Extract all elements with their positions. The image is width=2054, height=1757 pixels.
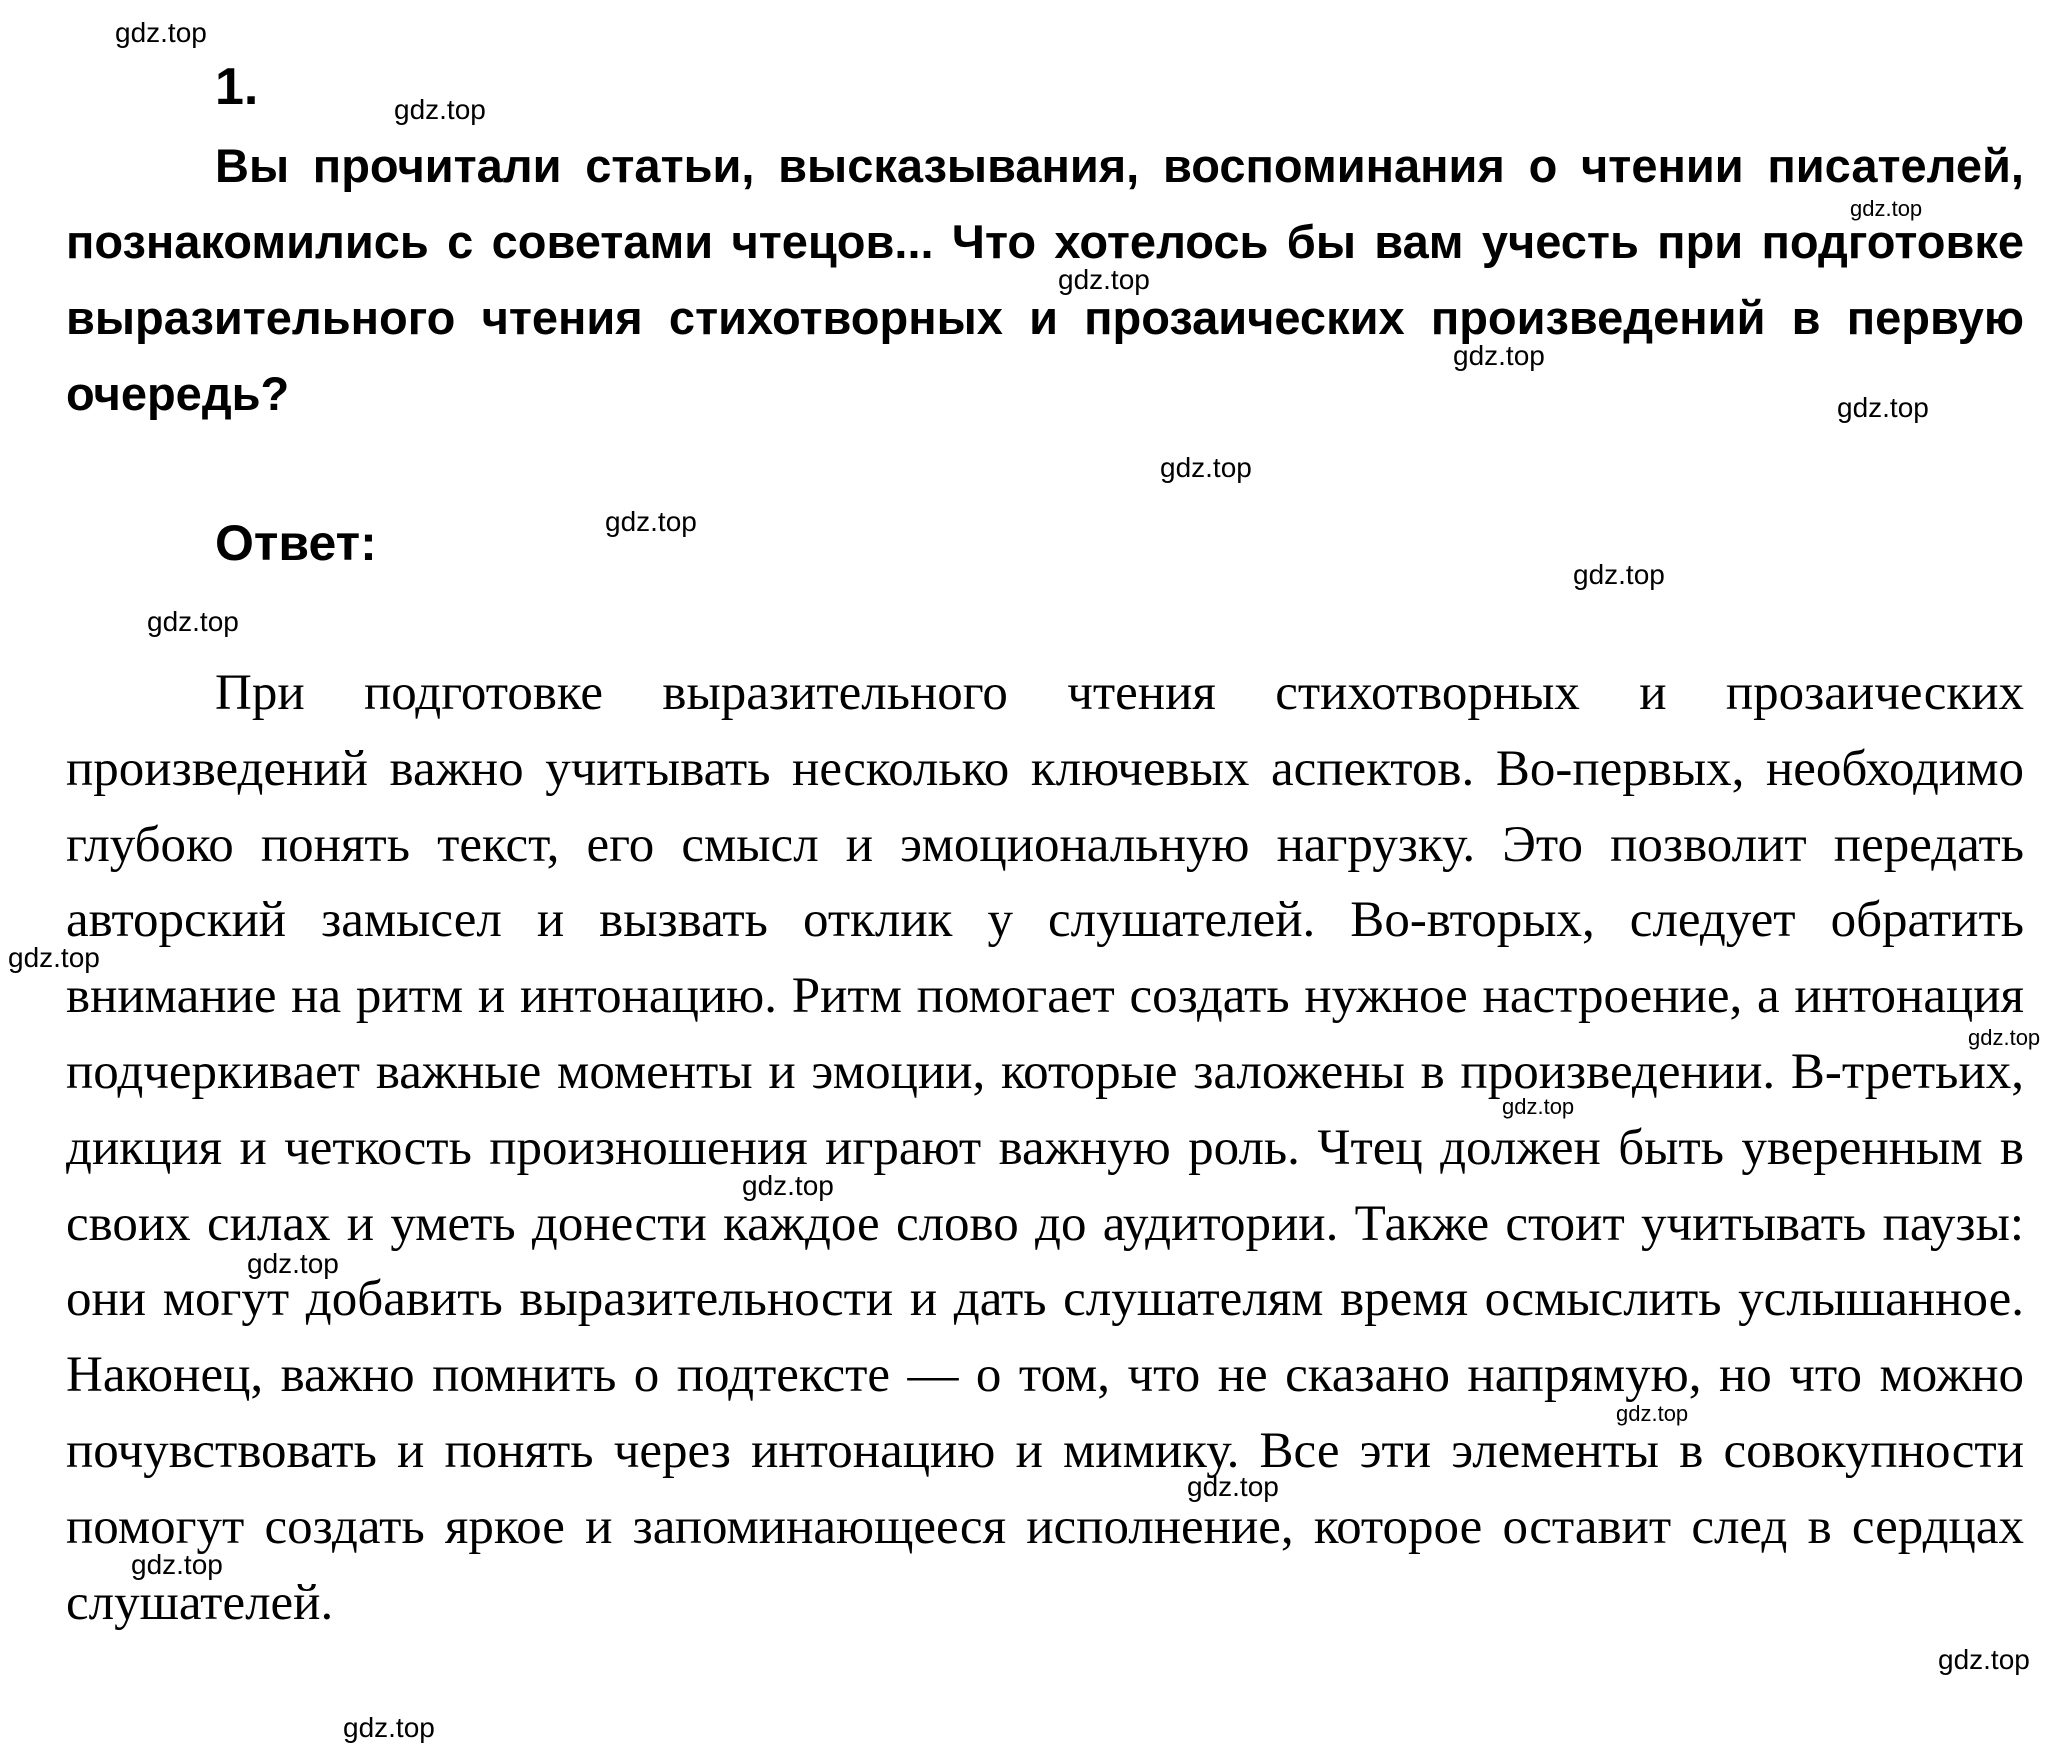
task-number: 1. <box>215 58 259 116</box>
answer-text: При подготовке выразительного чтения стихотворных и прозаических произведений важно учитывать несколько ключевых аспектов. Во-первых, необходимо глубоко понять текст, его смысл и эмоциональную нагрузку. Это позволит передать авторский замысел и вызвать отклик у слушателей. Во-вторых, следует обратить внимание на ритм и интонацию. Ритм помогает создать нужное настроение, а интонация подчеркивает важные моменты и эмоции, которые заложены в произведении. В-третьих, дикция и четкость произношения играют важную роль. Чтец должен быть уверенным в своих силах и уметь донести каждое слово до аудитории. Также стоит учитывать паузы: они могут добавить выразительности и дать слушателям время осмыслить услышанное. Наконец, важно помнить о подтексте — о том, что не сказано напрямую, но что можно почувствовать и понять через интонацию и мимику. Все эти элементы в совокупности помогут создать яркое и запоминающееся исполнение, которое оставит след в сердцах слушателей. <box>66 665 2024 1631</box>
task-question: Вы прочитали статьи, высказывания, воспоминания о чтении писателей, познакомились с советами чтецов... Что хотелось бы вам учесть при подготовке выразительного чтения стихотворных и прозаических произведений в первую очередь? <box>66 139 2024 420</box>
watermark: gdz.top <box>1573 559 1665 590</box>
watermark: gdz.top <box>1453 340 1545 371</box>
watermark: gdz.top <box>147 606 239 637</box>
watermark: gdz.top <box>1187 1471 1279 1502</box>
watermark: gdz.top <box>742 1170 834 1201</box>
answer-label: Ответ: <box>215 515 377 571</box>
watermark: gdz.top <box>1616 1401 1689 1426</box>
watermark: gdz.top <box>8 942 100 973</box>
watermark: gdz.top <box>1837 392 1929 423</box>
watermark: gdz.top <box>1968 1025 2041 1050</box>
watermark: gdz.top <box>115 17 207 48</box>
watermark: gdz.top <box>1160 452 1252 483</box>
watermark: gdz.top <box>1502 1094 1575 1119</box>
watermark: gdz.top <box>605 506 697 537</box>
watermark: gdz.top <box>343 1712 435 1743</box>
watermark: gdz.top <box>1938 1644 2030 1675</box>
watermark: gdz.top <box>1058 264 1150 295</box>
watermark: gdz.top <box>131 1549 223 1580</box>
watermark: gdz.top <box>1850 196 1923 221</box>
watermark: gdz.top <box>247 1248 339 1279</box>
watermark: gdz.top <box>394 94 486 125</box>
